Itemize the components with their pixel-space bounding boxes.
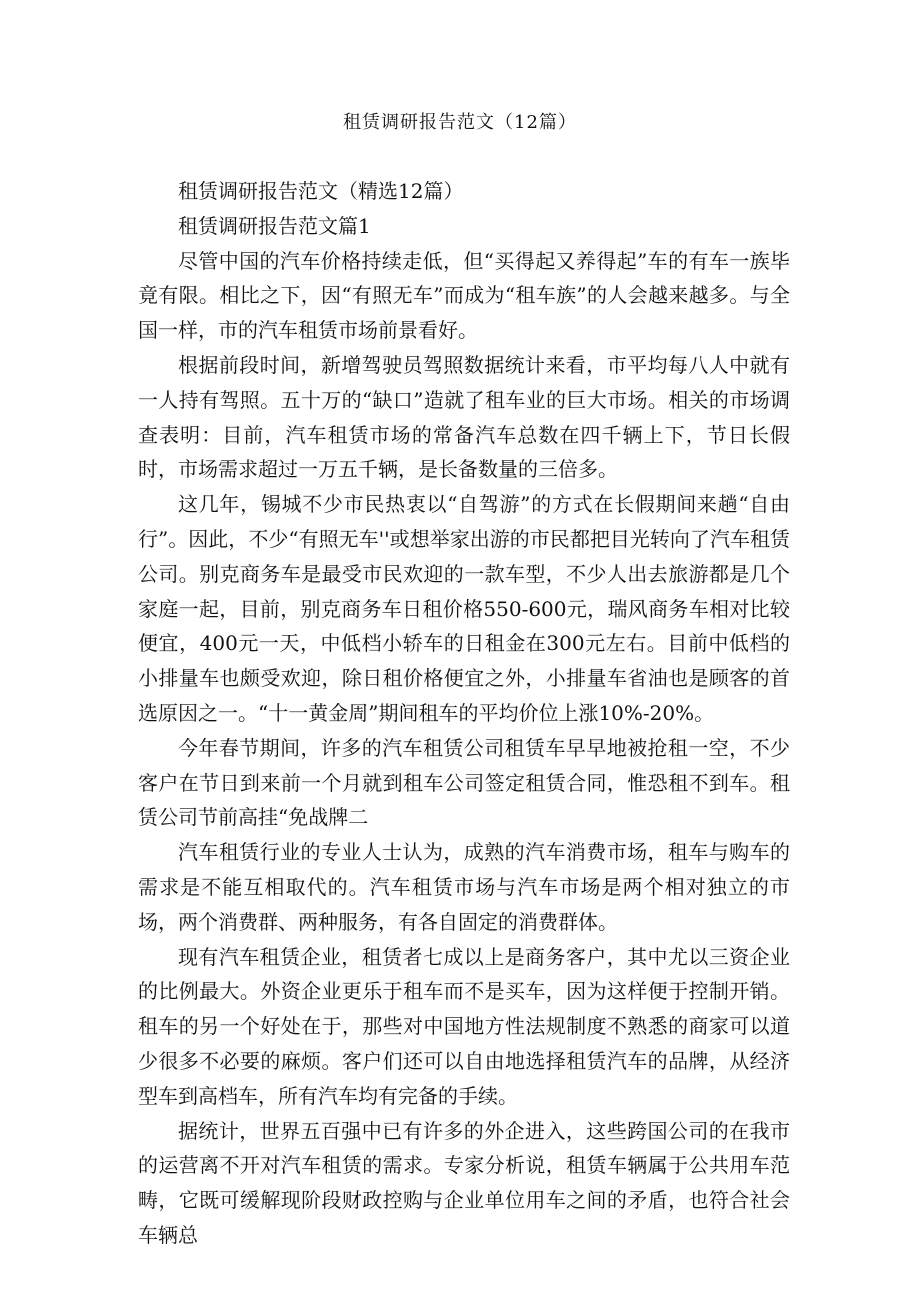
paragraph: 现有汽车租赁企业，租赁者七成以上是商务客户，其中尤以三资企业的比例最大。外资企业更乐于租车而不是买车，因为这样便于控制开销。租车的另一个好处在于，那些对中国地方性法规制度不熟悉的商家可以道少很多不必要的麻烦。客户们还可以自由地选择租赁汽车的品牌，从经济型车到高档车，所有汽车均有完备的手续。 <box>138 944 790 1108</box>
document-subtitle: 租赁调研报告范文（精选12篇） <box>178 179 464 203</box>
document-title: 租赁调研报告范文（12篇） <box>343 112 577 133</box>
section-heading: 租赁调研报告范文篇1 <box>178 213 371 238</box>
paragraph: 这几年，锡城不少市民热衷以“自驾游”的方式在长假期间来趟“自由行”。因此，不少“有照无车''或想举家出游的市民都把目光转向了汽车租赁公司。别克商务车是最受市民欢迎的一款车型，不少人出去旅游都是几个家庭一起，目前，别克商务车日租价格550-600元，瑞风商务车相对比较便宜，400元一天，中低档小轿车的日租金在300元左右。目前中低档的小排量车也颇受欢迎，除日租价格便宜之外，小排量车省油也是顾客的首选原因之一。“十一黄金周”期间租车的平均价位上涨10%-20%。 <box>138 492 790 725</box>
document-body <box>138 174 790 1253</box>
paragraph: 汽车租赁行业的专业人士认为，成熟的汽车消费市场，租车与购车的需求是不能互相取代的。汽车租赁市场与汽车市场是两个相对独立的市场，两个消费群、两种服务，有各自固定的消费群体。 <box>138 840 790 934</box>
paragraph: 据统计，世界五百强中已有许多的外企进入，这些跨国公司的在我市的运营离不开对汽车租赁的需求。专家分析说，租赁车辆属于公共用车范畴，它既可缓解现阶段财政控购与企业单位用车之间的矛盾，也符合社会车辆总 <box>138 1118 790 1247</box>
paragraph: 尽管中国的汽车价格持续走低，但“买得起又养得起”车的有车一族毕竟有限。相比之下，因“有照无车”而成为“租车族”的人会越来越多。与全国一样，市的汽车租赁市场前景看好。 <box>138 248 790 343</box>
paragraph: 根据前段时间，新增驾驶员驾照数据统计来看，市平均每八人中就有一人持有驾照。五十万的“缺口”造就了租车业的巨大市场。相关的市场调查表明：目前，汽车租赁市场的常备汽车总数在四千辆上下，节日长假时，市场需求超过一万五千辆，是长备数量的三倍多。 <box>138 352 790 482</box>
paragraph: 今年春节期间，许多的汽车租赁公司租赁车早早地被抢租一空，不少客户在节日到来前一个月就到租车公司签定租赁合同，惟恐租不到车。租赁公司节前高挂“免战牌二 <box>138 735 790 830</box>
